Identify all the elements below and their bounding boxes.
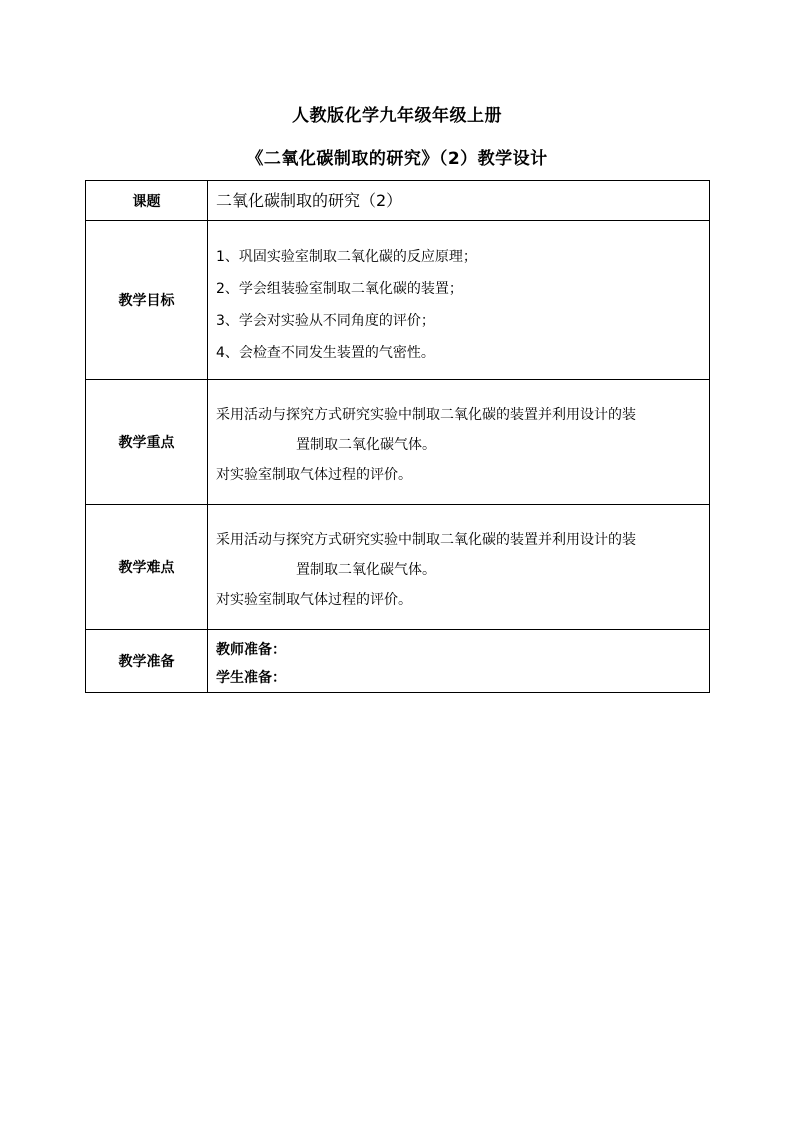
topic-value-cell	[208, 181, 710, 221]
goals-cell	[208, 221, 710, 380]
table-row-goals	[86, 221, 710, 380]
topic-label: 课题	[86, 181, 208, 221]
key-point-line: 对实验室制取气体过程的评价。	[216, 467, 412, 483]
difficulty-line: 采用活动与探究方式研究实验中制取二氧化碳的装置并利用设计的装	[216, 532, 636, 548]
difficulty-line: 置制取二氧化碳气体。	[296, 562, 436, 578]
goal-item: 1、巩固实验室制取二氧化碳的反应原理；	[216, 249, 477, 265]
student-preparation: 学生准备：	[216, 669, 286, 686]
goal-item: 4、会检查不同发生装置的气密性。	[216, 345, 435, 361]
key-point-line: 采用活动与探究方式研究实验中制取二氧化碳的装置并利用设计的装	[216, 407, 636, 423]
difficulties-label: 教学难点	[86, 505, 208, 630]
goal-item: 3、学会对实验从不同角度的评价；	[216, 313, 435, 329]
table-row-key-points	[86, 380, 710, 505]
table-row-difficulties	[86, 505, 710, 630]
document-title: 人教版化学九年级年级上册	[292, 106, 502, 126]
table-row-preparation	[86, 630, 710, 693]
key-points-label: 教学重点	[86, 380, 208, 505]
topic-value: 二氧化碳制取的研究（2）	[216, 191, 403, 210]
preparation-cell	[208, 630, 710, 693]
key-points-cell	[208, 380, 710, 505]
teacher-preparation: 教师准备：	[216, 641, 286, 658]
goal-item: 2、学会组装验室制取二氧化碳的装置；	[216, 281, 463, 297]
lesson-plan-table	[85, 180, 710, 693]
preparation-label: 教学准备	[86, 630, 208, 693]
goals-label: 教学目标	[86, 221, 208, 380]
difficulties-cell	[208, 505, 710, 630]
table-row-topic	[86, 181, 710, 221]
difficulty-line: 对实验室制取气体过程的评价。	[216, 592, 412, 608]
document-subtitle: 《二氧化碳制取的研究》（2）教学设计	[246, 149, 548, 169]
key-point-line: 置制取二氧化碳气体。	[296, 437, 436, 453]
